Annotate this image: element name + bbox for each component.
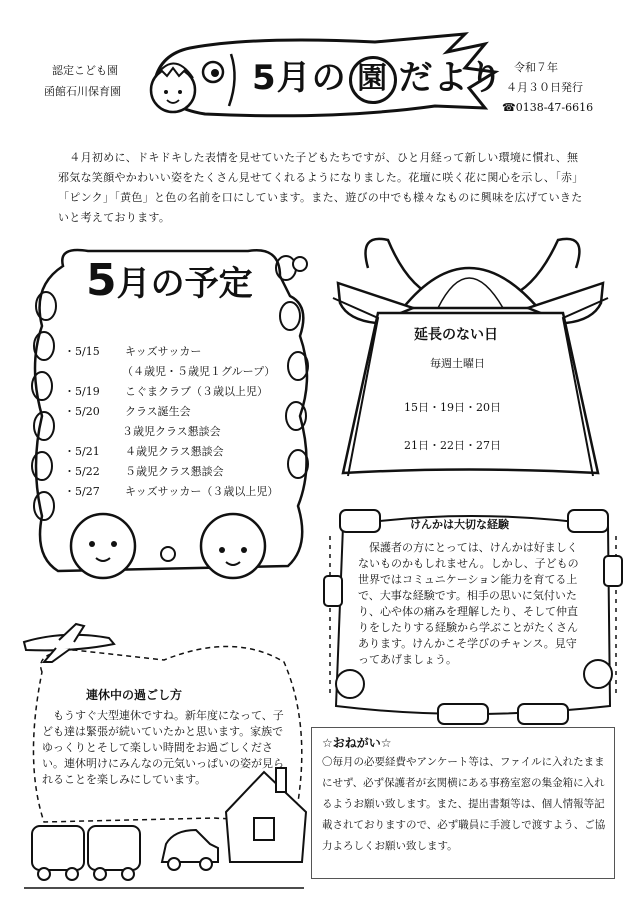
phone-line xyxy=(502,100,593,116)
child-icon xyxy=(584,660,612,688)
notice-title: ☆おねがい☆ xyxy=(322,736,392,750)
ladybug-icon xyxy=(161,547,175,561)
train-icon xyxy=(324,576,342,606)
girl-face-icon xyxy=(71,514,135,578)
notice-text: 〇毎月の必要経費やアンケート等は、ファイルに入れたままにせず、必ず保護者が玄関横にある事務室窓の集金箱に入れるようお願い致します。また、提出書類等は、個人情報等記載されておりますので、必ず職員に手渡しで渡すよう、ご協力よろしくお願い致します。 xyxy=(322,756,606,852)
train-icon xyxy=(568,510,608,532)
schedule-item: ・5/27 キッズサッカー（３歳以上児） xyxy=(64,485,279,498)
train-icon xyxy=(604,556,622,586)
holiday-text: もうすぐ大型連休ですね。新年度になって、子ども達は緊張が続いていたかと思います。家族でゆっくりとそして楽しい時間をお過ごしください。連休明けにみんなの元気いっぱいの姿が見られることを楽しみにしています。 xyxy=(42,709,284,786)
airplane-icon xyxy=(24,624,114,662)
issue-date-year: 令和７年 xyxy=(514,61,558,74)
fight-title: けんかは大切な経験 xyxy=(410,518,509,531)
no-extension-dates-1: 15日・19日・20日 xyxy=(404,401,501,414)
train-icon xyxy=(438,704,488,724)
no-extension-dates-2: 21日・22日・27日 xyxy=(404,439,501,452)
phone-icon: ☎ xyxy=(502,101,516,114)
issue-date: ４月３０日発行 xyxy=(506,81,583,94)
newsletter-title xyxy=(252,50,504,98)
title-part2: だより xyxy=(398,58,504,98)
notice-box xyxy=(311,727,615,879)
schedule-item: ・5/19 こぐまクラブ（３歳以上児） xyxy=(64,385,268,398)
holiday-title: 連休中の過ごし方 xyxy=(86,688,183,702)
schedule-list xyxy=(64,342,278,502)
schedule-item: ３歳児クラス懇談会 xyxy=(122,425,221,438)
phone-number: 0138-47-6616 xyxy=(515,101,594,114)
car-icon xyxy=(162,830,218,870)
train-icon xyxy=(32,826,140,880)
schedule-title-num: 5 xyxy=(86,255,117,306)
fight-text: 保護者の方にとっては、けんかは好ましくないものかもしれません。しかし、子どもの世界ではコミュニケーション能力を育てる上で、大事な経験です。相手の思いに気付いたり、心や体の痛みを理解したり、そして仲直りをしたりする経験から学ぶことがたくさんあります。けんかこそ学びのチャンス。見守ってあげましょう。 xyxy=(358,541,579,666)
no-extension-title: 延長のない日 xyxy=(414,327,498,343)
schedule-item: ・5/15 キッズサッカー xyxy=(64,345,202,358)
schedule-item: （４歳児・５歳児１グループ） xyxy=(122,365,276,378)
train-icon xyxy=(518,704,568,724)
schedule-item: ・5/20 クラス誕生会 xyxy=(64,405,191,418)
schedule-item: ・5/22 ５歳児クラス懇談会 xyxy=(64,465,224,478)
schedule-title-rest: 月の予定 xyxy=(116,264,253,304)
title-kanji-circled: 園 xyxy=(349,56,397,104)
schedule-item: ・5/21 ４歳児クラス懇談会 xyxy=(64,445,224,458)
no-extension-subtitle: 毎週土曜日 xyxy=(430,357,485,370)
child-icon xyxy=(336,670,364,698)
ladybug-icon xyxy=(293,257,307,271)
girl-face-icon xyxy=(201,514,265,578)
train-icon xyxy=(340,510,380,532)
title-part1: 5月の xyxy=(252,58,347,98)
org-name-line1: 認定こども園 xyxy=(52,64,118,77)
intro-text: ４月初めに、ドキドキした表情を見せていた子どもたちですが、ひと月経って新しい環境に慣れ、無邪気な笑顔やかわいい姿をたくさん見せてくれるようになりました。花壇に咲く花に関心を示し、「赤」「ピンク」「黄色」と色の名前を口にしています。また、遊びの中でも様々なものに興味を広げていきたいと考えております。 xyxy=(58,151,584,224)
org-name-line2: 函館石川保育園 xyxy=(44,85,121,98)
schedule-title xyxy=(86,255,253,306)
